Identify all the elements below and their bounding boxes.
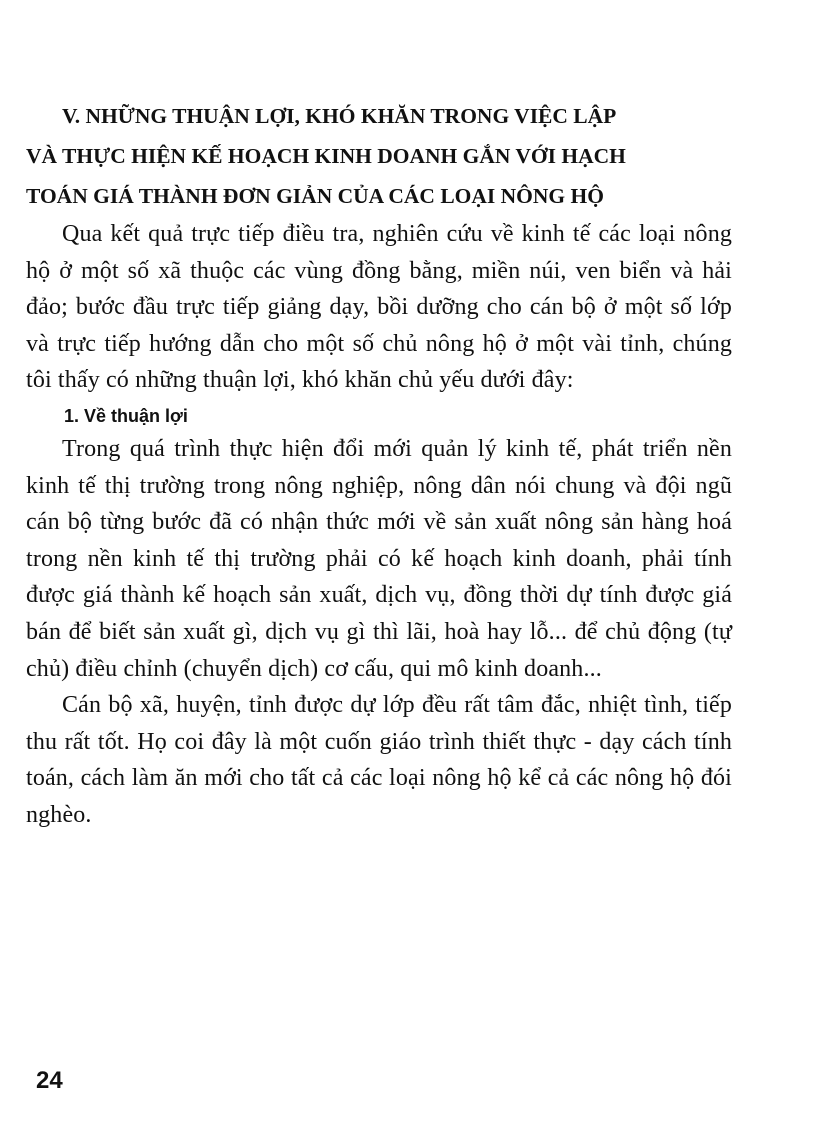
section-heading — [26, 96, 732, 216]
book-page — [26, 96, 732, 834]
section-heading-line: VÀ THỰC HIỆN KẾ HOẠCH KINH DOANH GẮN VỚI HẠCH — [26, 144, 626, 168]
intro-paragraph: Qua kết quả trực tiếp điều tra, nghiên cứu về kinh tế các loại nông hộ ở một số xã thuộc các vùng đồng bằng, miền núi, ven biển và hải đảo; bước đầu trực tiếp giảng dạy, bồi dưỡng cho cán bộ ở một số lớp và trực tiếp hướng dẫn cho một số chủ nông hộ ở một vài tỉnh, chúng tôi thấy có những thuận lợi, khó khăn chủ yếu dưới đây: — [26, 221, 732, 394]
body-paragraph: Cán bộ xã, huyện, tỉnh được dự lớp đều rất tâm đắc, nhiệt tình, tiếp thu rất tốt. Họ coi đây là một cuốn giáo trình thiết thực - dạy cách tính toán, cách làm ăn mới cho tất cả các loại nông hộ kể cả các nông hộ đói nghèo. — [26, 692, 732, 828]
body-paragraph: Trong quá trình thực hiện đổi mới quản lý kinh tế, phát triển nền kinh tế thị trường trong nông nghiệp, nông dân nói chung và đội ngũ cán bộ từng bước đã có nhận thức mới về sản xuất nông sản hàng hoá trong nền kinh tế thị trường phải có kế hoạch kinh doanh, phải tính được giá thành kế hoạch sản xuất, dịch vụ, đồng thời dự tính được giá bán để biết sản xuất gì, dịch vụ gì thì lãi, hoà hay lỗ... để chủ động (tự chủ) điều chỉnh (chuyển dịch) cơ cấu, qui mô kinh doanh... — [26, 435, 732, 682]
subsection-title: 1. Về thuận lợi — [64, 405, 188, 426]
section-heading-line: V. NHỮNG THUẬN LỢI, KHÓ KHĂN TRONG VIỆC LẬP — [62, 104, 617, 128]
page-number: 24 — [36, 1067, 63, 1094]
section-heading-line: TOÁN GIÁ THÀNH ĐƠN GIẢN CỦA CÁC LOẠI NÔNG HỘ — [26, 184, 604, 208]
